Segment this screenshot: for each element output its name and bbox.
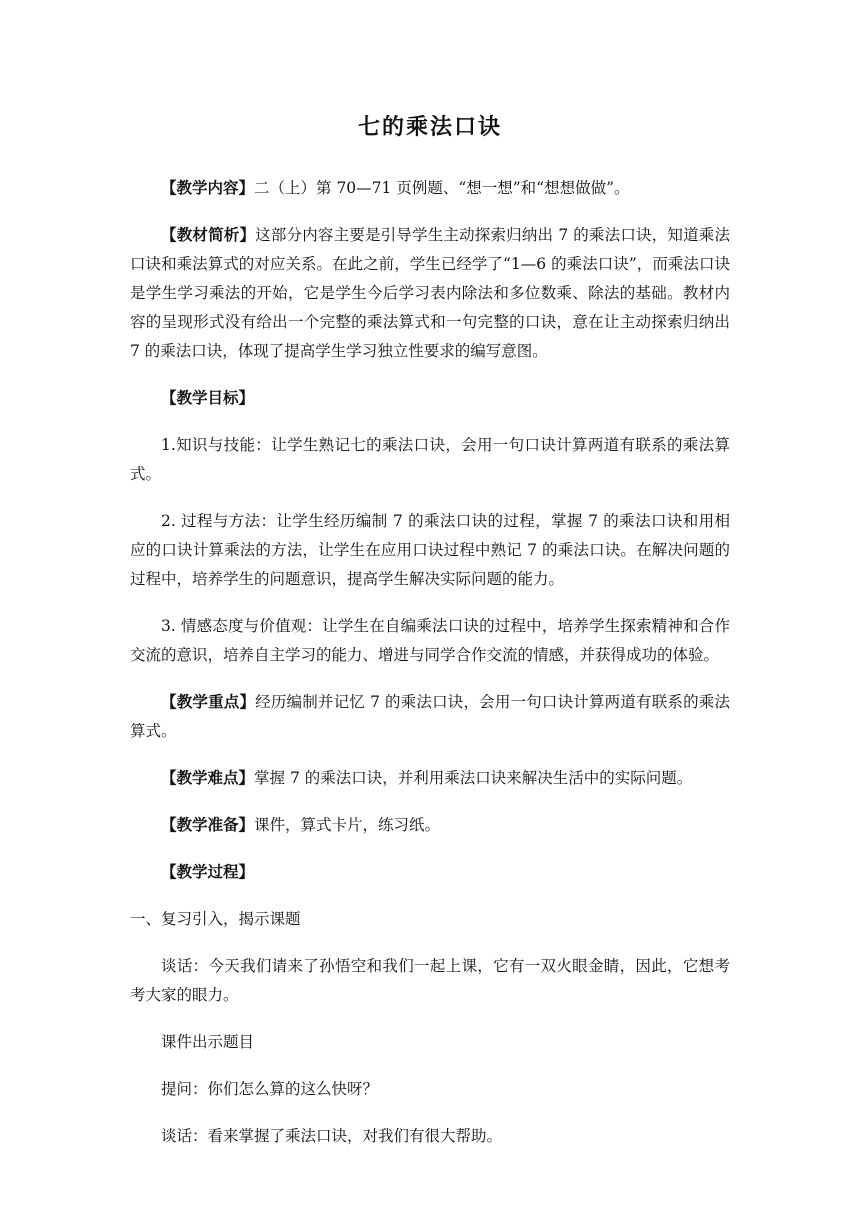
material-analysis-label: 【教材简析】 — [161, 226, 256, 244]
section-heading: 一、复习引入，揭示课题 — [130, 910, 301, 928]
preparation-paragraph — [130, 811, 730, 840]
teaching-content-text: 二（上）第 70—71 页例题、“想一想”和“想想做做”。 — [254, 179, 630, 197]
goal-item: 1.知识与技能：让学生熟记七的乘法口诀，会用一句口诀计算两道有联系的乘法算式。 — [130, 436, 730, 483]
difficulty-label: 【教学难点】 — [161, 769, 255, 787]
difficulty-paragraph — [130, 764, 730, 793]
process-line: 课件出示题目 — [161, 1033, 255, 1051]
key-point-paragraph — [130, 688, 730, 746]
process-heading — [130, 858, 730, 887]
teaching-goals-label: 【教学目标】 — [161, 389, 255, 407]
key-point-text: 经历编制并记忆 7 的乘法口诀，会用一句口诀计算两道有联系的乘法算式。 — [130, 693, 730, 740]
process-label: 【教学过程】 — [161, 863, 255, 881]
teaching-content-label: 【教学内容】 — [161, 179, 255, 197]
material-analysis-text: 这部分内容主要是引导学生主动探索归纳出 7 的乘法口诀，知道乘法口诀和乘法算式的对应关系。在此之前，学生已经学了“1—6 的乘法口诀”，而乘法口诀是学生学习乘法的开始，它是学生今后学习表内除法和多位数乘、除法的基础。教材内容的呈现形式没有给出一个完整的乘法算式和一句完整的口诀，意在让主动探索归纳出 7 的乘法口诀，体现了提高学生学习独立性要求的编写意图。 — [130, 226, 730, 360]
preparation-text: 课件，算式卡片，练习纸。 — [254, 816, 441, 834]
process-line: 提问：你们怎么算的这么快呀？ — [161, 1080, 379, 1098]
key-point-label: 【教学重点】 — [161, 693, 256, 711]
preparation-label: 【教学准备】 — [161, 816, 255, 834]
material-analysis-paragraph — [130, 221, 730, 366]
goal-item: 3. 情感态度与价值观：让学生在自编乘法口诀的过程中，培养学生探索精神和合作交流的意识，培养自主学习的能力、增进与同学合作交流的情感，并获得成功的体验。 — [130, 617, 730, 664]
difficulty-text: 掌握 7 的乘法口诀，并利用乘法口诀来解决生活中的实际问题。 — [254, 769, 693, 787]
teaching-content-paragraph — [130, 174, 730, 203]
document-title: 七的乘法口诀 — [357, 115, 502, 140]
process-line: 谈话：看来掌握了乘法口诀，对我们有很大帮助。 — [161, 1127, 503, 1145]
process-line: 谈话：今天我们请来了孙悟空和我们一起上课，它有一双火眼金睛，因此，它想考考大家的眼力。 — [130, 957, 730, 1004]
goal-item: 2. 过程与方法：让学生经历编制 7 的乘法口诀的过程，掌握 7 的乘法口诀和用相应的口诀计算乘法的方法，让学生在应用口诀过程中熟记 7 的乘法口诀。在解决问题的过程中，培养学生的问题意识，提高学生解决实际问题的能力。 — [130, 512, 730, 588]
teaching-goals-heading — [130, 384, 730, 413]
